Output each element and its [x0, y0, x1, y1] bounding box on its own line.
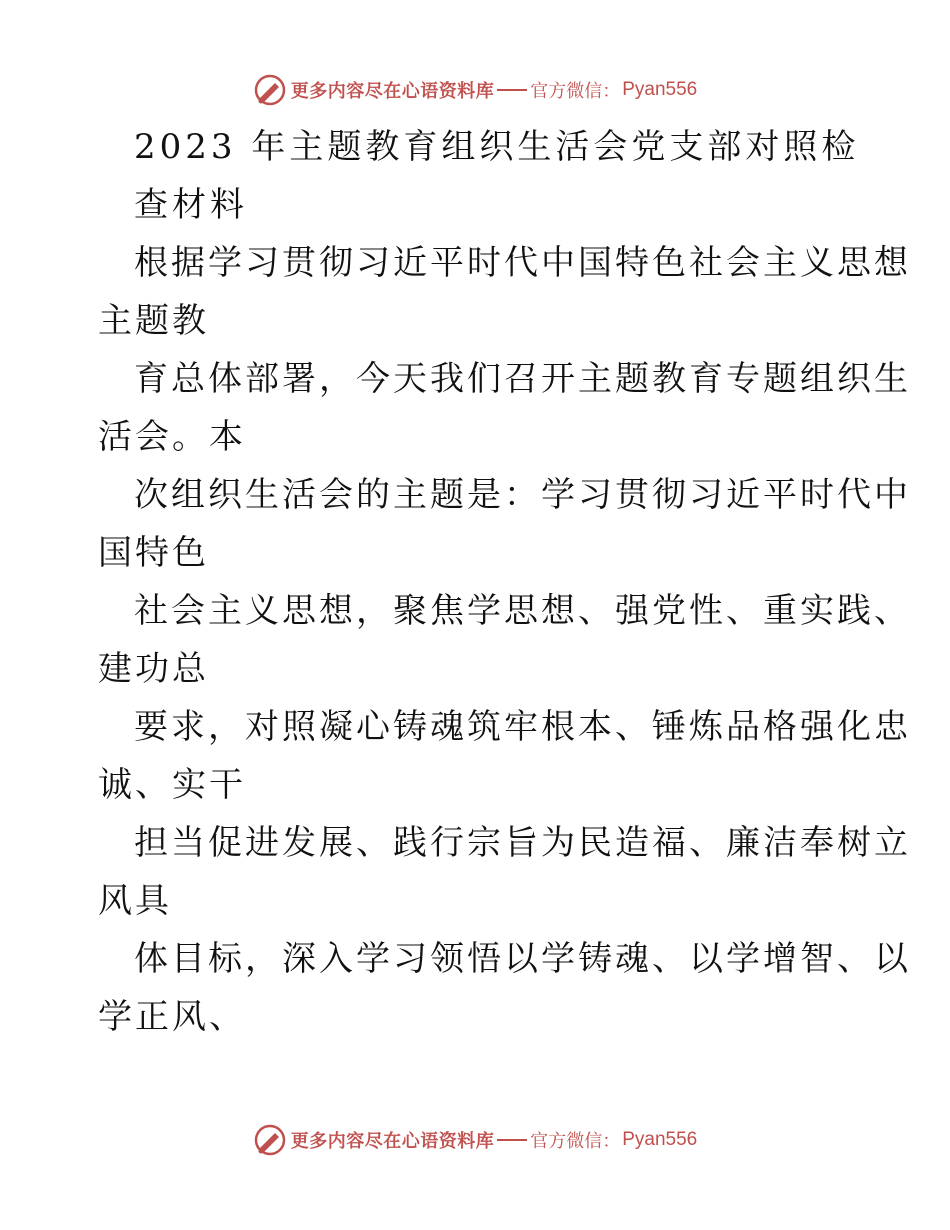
pen-logo-icon	[253, 73, 287, 107]
document-title-line-2: 查材料	[134, 185, 248, 225]
document-body	[98, 118, 911, 1046]
paragraph-line: 主题教	[98, 301, 209, 341]
header-banner	[0, 70, 950, 110]
document-title-line-1: 2023 年主题教育组织生活会党支部对照检	[134, 127, 860, 167]
paragraph-line: 根据学习贯彻习近平时代中国特色社会主义思想	[134, 243, 911, 283]
banner-wechat-label: 官方微信：	[530, 1131, 621, 1152]
paragraph-line: 活会。本	[98, 417, 246, 457]
banner-dash	[497, 1139, 527, 1141]
banner-wechat-id: Pyan556	[622, 79, 698, 100]
paragraph-line: 要求，对照凝心铸魂筑牢根本、锤炼品格强化忠	[134, 707, 911, 747]
paragraph-line: 诚、实干	[98, 765, 246, 805]
banner-site-text: 更多内容尽在心语资料库	[290, 81, 495, 102]
pen-logo-icon	[253, 1123, 287, 1157]
paragraph-line: 国特色	[98, 533, 209, 573]
banner-site-text: 更多内容尽在心语资料库	[290, 1131, 495, 1152]
paragraph-line: 风具	[98, 881, 172, 921]
banner-wechat-label: 官方微信：	[530, 81, 621, 102]
paragraph-line: 社会主义思想，聚焦学思想、强党性、重实践、	[134, 591, 911, 631]
paragraph-line: 担当促进发展、践行宗旨为民造福、廉洁奉树立	[134, 823, 911, 863]
banner-wechat-id: Pyan556	[622, 1129, 698, 1150]
paragraph-line: 体目标，深入学习领悟以学铸魂、以学增智、以	[134, 939, 911, 979]
footer-banner	[0, 1120, 950, 1160]
banner-dash	[497, 89, 527, 91]
paragraph-line: 育总体部署，今天我们召开主题教育专题组织生	[134, 359, 911, 399]
paragraph-line: 建功总	[98, 649, 209, 689]
paragraph-line: 次组织生活会的主题是：学习贯彻习近平时代中	[134, 475, 911, 515]
paragraph-line: 学正风、	[98, 997, 246, 1037]
